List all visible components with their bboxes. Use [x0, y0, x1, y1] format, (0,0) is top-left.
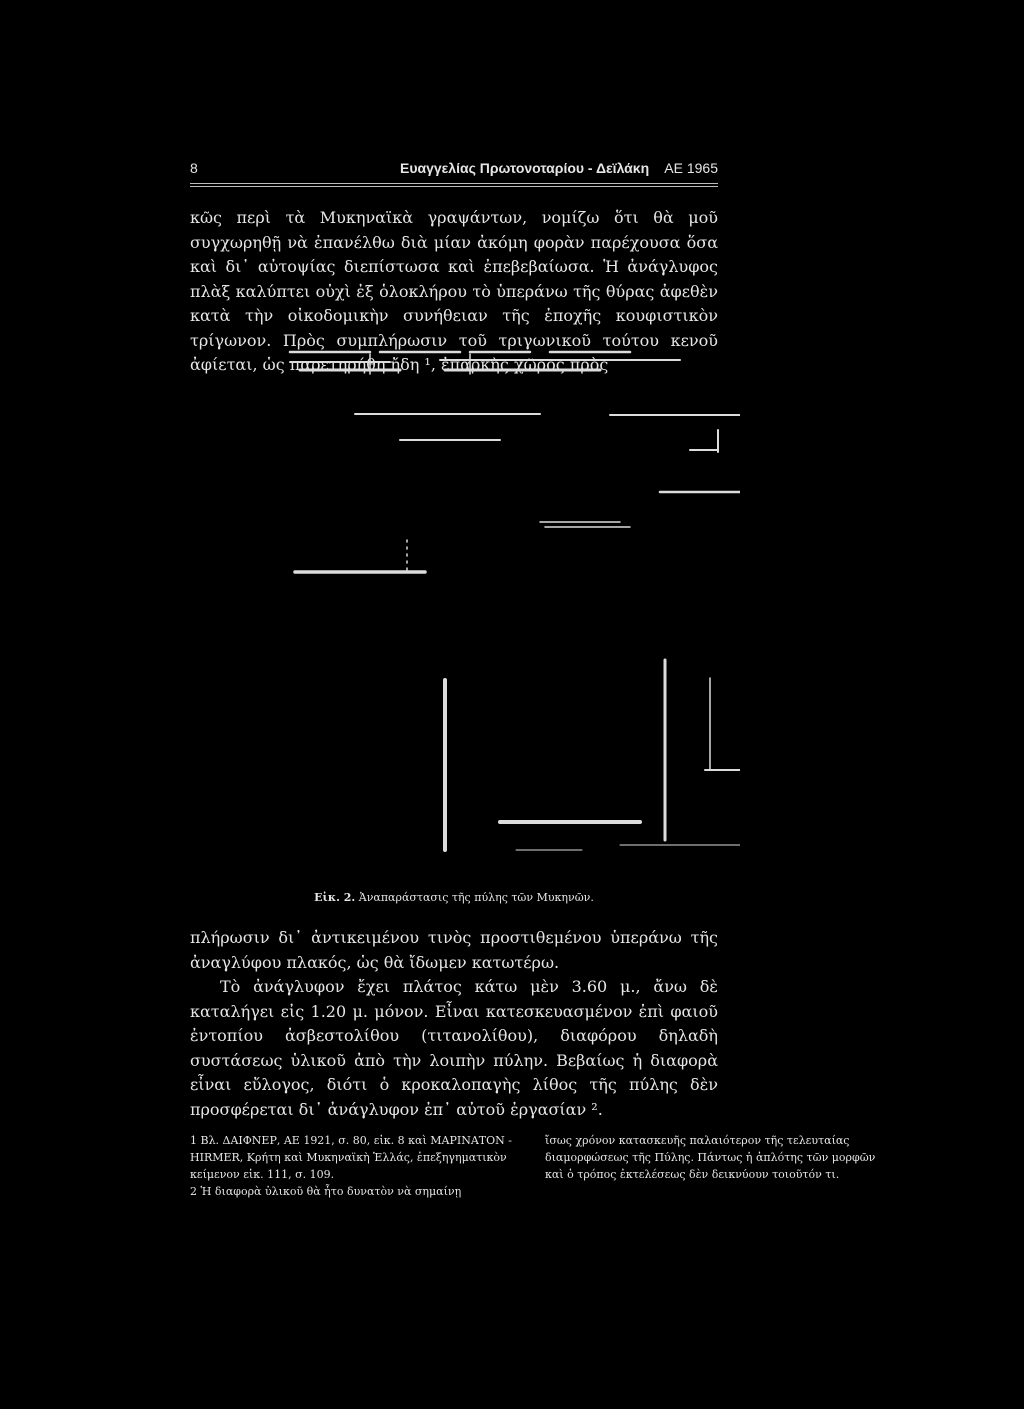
footnote-2-continued: ἴσως χρόνον κατασκευῆς παλαιότερον τῆς τελευταίας διαμορφώσεως τῆς Πύλης. Πάντως ἡ ἁπλότης τῶν μορφῶν καὶ ὁ τρόπος ἐκτελέσεως δὲν δεικνύουν τοιοῦτόν τι.: [545, 1134, 876, 1181]
paragraph-line-2: Τὸ ἀνάγλυφον ἔχει πλάτος κάτω μὲν 3.60 μ., ἄνω δὲ καταλήγει εἰς 1.20 μ. μόνον. Εἶναι κατεσκευασμένον ἐπὶ φαιοῦ ἐντοπίου ἀσβεστολίθου (τιτανολίθου), διαφόρου δηλαδὴ συστάσεως ὑλικοῦ ἀπὸ τὴν λοιπὴν πύλην. Βεβαίως ἡ διαφορὰ εἶναι εὔλογος, διότι ὁ κροκαλοπαγὴς λίθος τῆς πύλης δὲν προσφέρεται δι᾽ ἀνάγλυφον ἐπ᾽ αὐτοῦ ἐργασίαν ².: [190, 977, 718, 1119]
body-paragraph-2: [190, 926, 718, 1122]
paragraph-line-1: πλήρωσιν δι᾽ ἀντικειμένου τινὸς προστιθεμένου ὑπεράνω τῆς ἀναγλύφου πλακός, ὡς θὰ ἴδωμεν κατωτέρω.: [190, 928, 718, 972]
header-rule: [190, 183, 718, 184]
caption-text: Ἀναπαράστασις τῆς πύλης τῶν Μυκηνῶν.: [358, 891, 594, 904]
page-header: [190, 160, 718, 182]
figure-linework: [290, 352, 740, 850]
header-rule-double: [190, 186, 718, 187]
paragraph-text: κῶς περὶ τὰ Μυκηναϊκὰ γραψάντων, νομίζω ὅτι θὰ μοῦ συγχωρηθῇ νὰ ἐπανέλθω διὰ μίαν ἀκόμη φορὰν παρέχουσα ὅσα καὶ δι᾽ αὐτοψίας διεπίστωσα καὶ ἐπεβεβαίωσα. Ἡ ἀνάγλυφος πλὰξ καλύπτει οὐχὶ ἐξ ὁλοκλήρου τὸ ὑπεράνω τῆς θύρας ἀφεθὲν κατὰ τὴν οἰκοδομικὴν συνήθειαν τῆς ἐποχῆς κουφιστικὸν τρίγωνον. Πρὸς συμπλήρωσιν τοῦ τριγωνικοῦ τούτου κενοῦ ἀφίεται, ὡς παρετηρήθη ἤδη ¹, ἐπαρκὴς χῶρος πρὸς: [190, 208, 718, 374]
running-title: Ευαγγελίας Πρωτονοταρίου - Δεϊλάκη: [400, 160, 650, 176]
journal-reference: ΑΕ 1965: [664, 160, 718, 176]
footnotes-right: [545, 1132, 885, 1183]
figure-caption: [190, 891, 718, 904]
footnote-1: 1 Βλ. ΔΑΙΦΝΕΡ, ΑΕ 1921, σ. 80, εἰκ. 8 καὶ ΜΑΡΙΝΑΤΟΝ - HIRMER, Κρήτη καὶ Μυκηναϊκὴ Ἑλλάς, ἐπεξηγηματικὸν κείμενον εἰκ. 111, σ. 109.: [190, 1134, 512, 1181]
page-number: 8: [190, 160, 198, 176]
gate-reconstruction-figure: [280, 340, 740, 860]
footnotes-left: [190, 1132, 520, 1200]
caption-label: Εἰκ. 2.: [314, 891, 356, 904]
footnote-2: 2 Ἡ διαφορὰ ὑλικοῦ θὰ ἦτο δυνατὸν νὰ σημαίνῃ: [190, 1185, 462, 1198]
